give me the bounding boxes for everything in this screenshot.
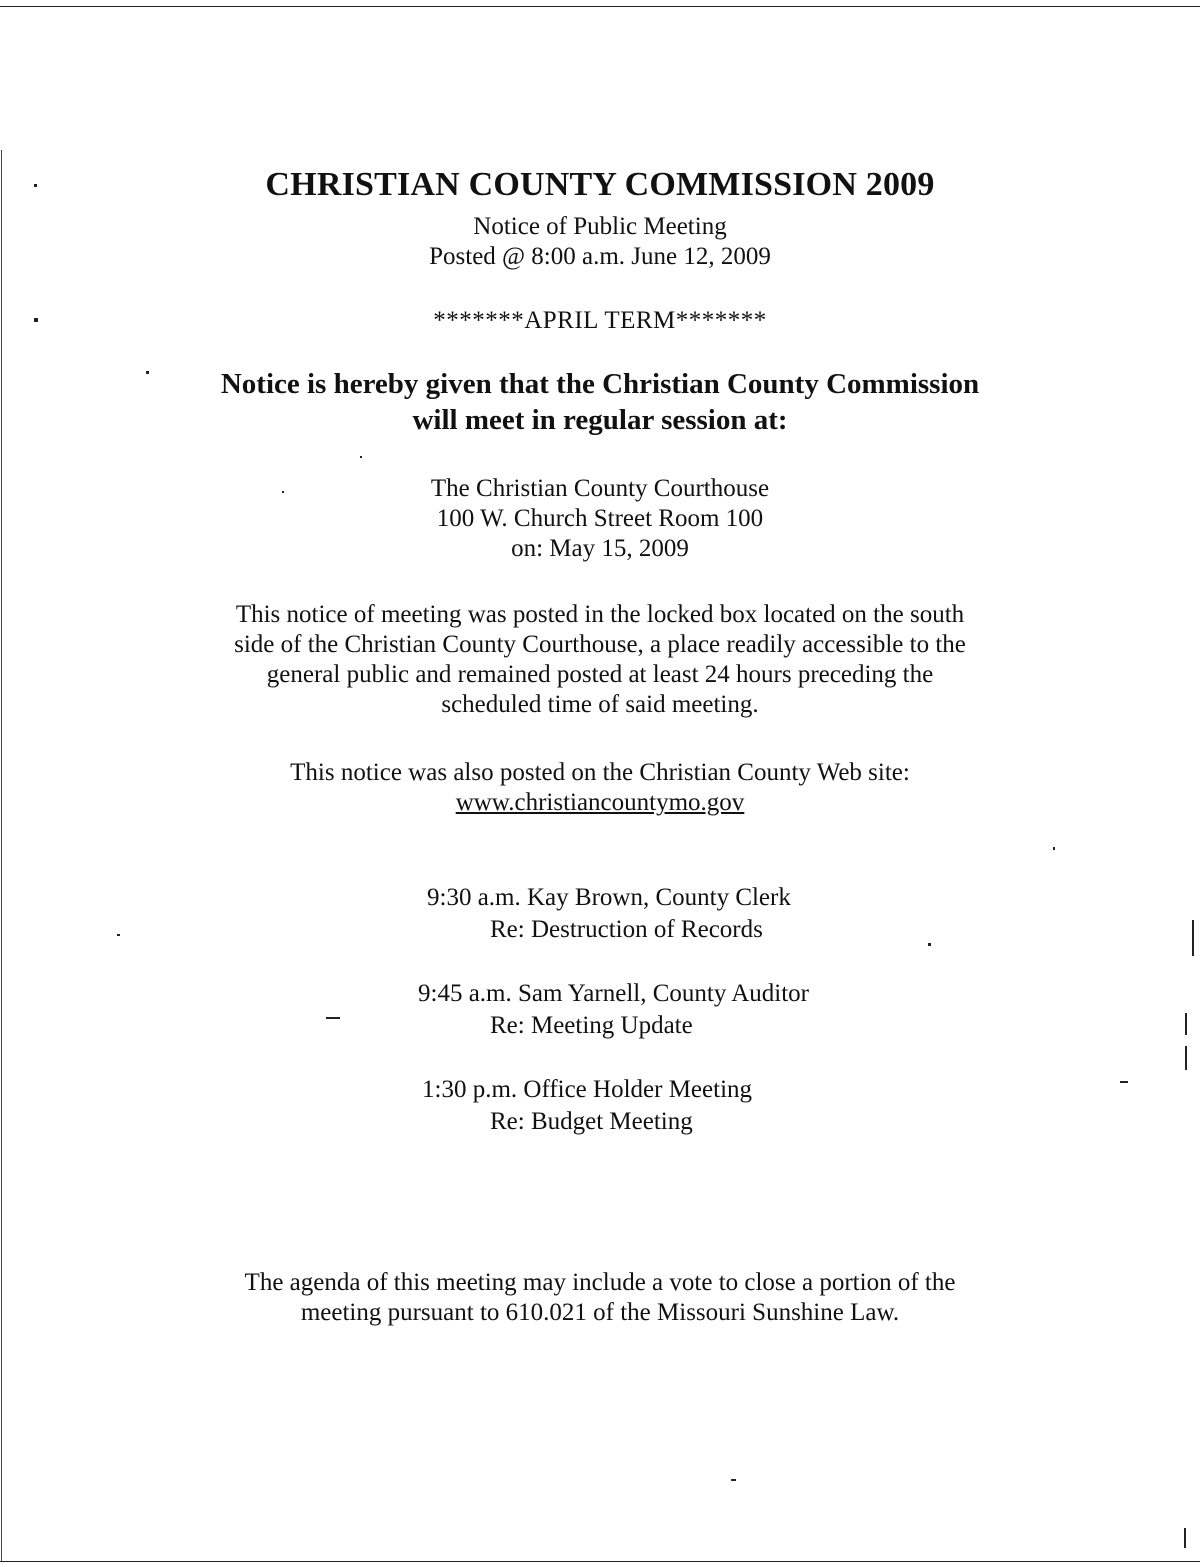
agenda-item <box>0 883 1200 979</box>
agenda-list <box>0 883 1200 1171</box>
notice-heading-line: will meet in regular session at: <box>412 404 788 436</box>
paragraph-line: The agenda of this meeting may include a vote to close a portion of the <box>244 1269 956 1296</box>
header-subtitle-block <box>0 212 1200 272</box>
agenda-topic: Re: Meeting Update <box>490 1012 693 1039</box>
notice-heading-line: Notice is hereby given that the Christian County Commission <box>220 368 980 400</box>
agenda-time-speaker: 9:45 a.m. Sam Yarnell, County Auditor <box>418 980 809 1007</box>
scan-edge-bottom <box>0 1561 1200 1562</box>
location-place: The Christian County Courthouse <box>430 475 770 502</box>
paragraph-line: side of the Christian County Courthouse, a place readily accessible to the <box>234 631 966 658</box>
posted-timestamp: Posted @ 8:00 a.m. June 12, 2009 <box>429 243 771 270</box>
scan-edge-top <box>0 6 1200 7</box>
paragraph-line: scheduled time of said meeting. <box>441 691 759 718</box>
agenda-topic: Re: Destruction of Records <box>490 916 763 943</box>
location-address: 100 W. Church Street Room 100 <box>436 505 764 532</box>
agenda-time-speaker: 1:30 p.m. Office Holder Meeting <box>422 1076 753 1103</box>
website-intro: This notice was also posted on the Christian County Web site: <box>290 759 910 786</box>
website-paragraph <box>0 758 1200 818</box>
meeting-location <box>0 474 1200 564</box>
meeting-date: on: May 15, 2009 <box>511 535 689 562</box>
term-label: *******APRIL TERM******* <box>433 307 767 334</box>
agenda-time-speaker: 9:30 a.m. Kay Brown, County Clerk <box>427 884 791 911</box>
agenda-topic: Re: Budget Meeting <box>490 1108 693 1135</box>
scan-speck <box>360 456 362 458</box>
agenda-item <box>0 1075 1200 1171</box>
paragraph-line: This notice of meeting was posted in the locked box located on the south <box>235 601 965 628</box>
posting-paragraph <box>0 600 1200 720</box>
closing-paragraph <box>0 1268 1200 1328</box>
website-link[interactable]: www.christiancountymo.gov <box>455 789 745 816</box>
scan-speck <box>1184 1528 1186 1548</box>
scan-edge-left <box>1 150 2 1561</box>
paragraph-line: general public and remained posted at least 24 hours preceding the <box>266 661 934 688</box>
notice-heading <box>0 366 1200 438</box>
document-title: CHRISTIAN COUNTY COMMISSION 2009 <box>265 166 935 203</box>
scan-speck <box>731 1479 736 1481</box>
scan-speck <box>1053 847 1055 850</box>
notice-subtitle: Notice of Public Meeting <box>473 213 727 240</box>
paragraph-line: meeting pursuant to 610.021 of the Missouri Sunshine Law. <box>300 1299 900 1326</box>
agenda-item <box>0 979 1200 1075</box>
